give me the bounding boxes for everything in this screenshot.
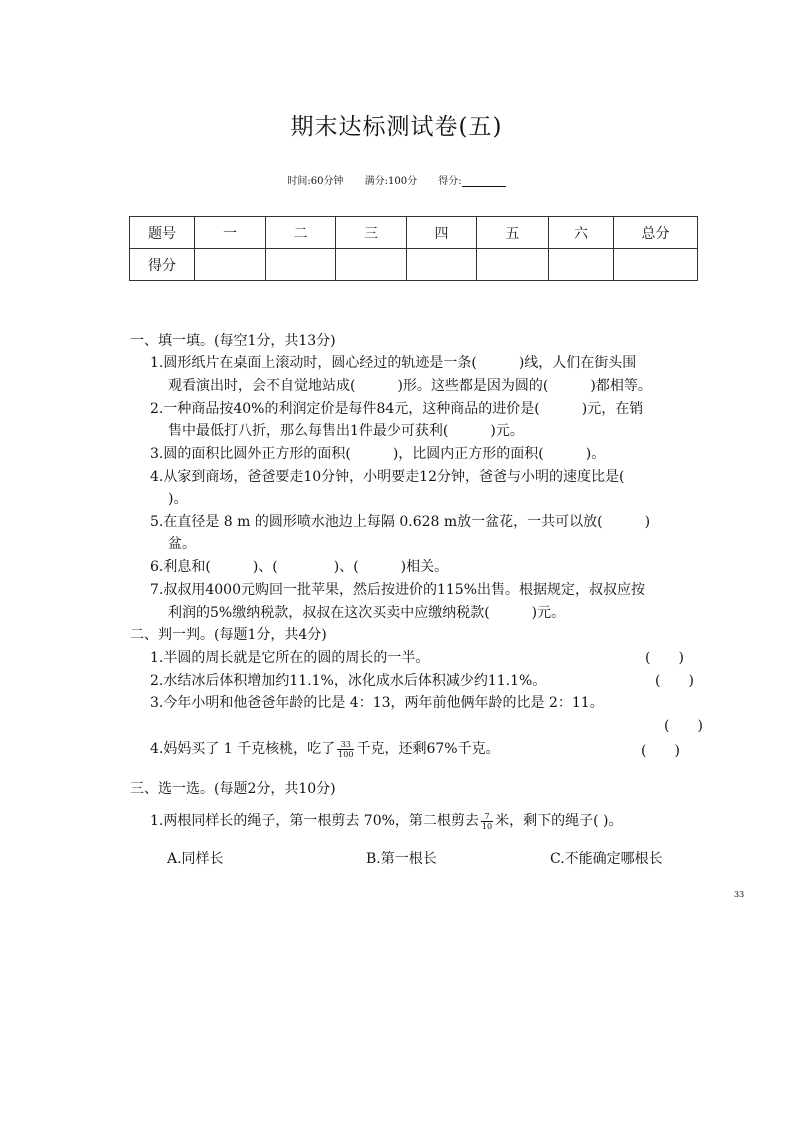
answer-paren[interactable]: ( ) xyxy=(641,743,680,759)
table-cell: 总分 xyxy=(614,217,698,249)
score-blank-cell[interactable] xyxy=(477,249,549,281)
score-table xyxy=(129,216,698,281)
score-blank-cell[interactable] xyxy=(266,249,336,281)
option-b[interactable]: B.第一根长 xyxy=(366,851,437,867)
score-field: 得分: xyxy=(438,176,505,187)
score-blank-cell[interactable] xyxy=(336,249,407,281)
full-score: 满分:100分 xyxy=(364,176,418,187)
page-title: 期末达标测试卷(五) xyxy=(290,114,503,140)
exam-meta xyxy=(0,172,793,187)
table-cell: 四 xyxy=(407,217,477,249)
score-blank-cell[interactable] xyxy=(549,249,614,281)
score-table-score-row xyxy=(130,249,698,281)
table-cell: 一 xyxy=(195,217,266,249)
score-blank-cell[interactable] xyxy=(407,249,477,281)
question-text: 4.从家到商场，爸爸要走10分钟，小明要走12分钟，爸爸与小明的速度比是( xyxy=(150,469,625,485)
score-table-header-row xyxy=(130,217,698,249)
question-text: 盆。 xyxy=(168,536,196,552)
answer-paren[interactable]: ( ) xyxy=(645,650,684,666)
question-text: 3.圆的面积比圆外正方形的面积( )，比圆内正方形的面积( )。 xyxy=(150,446,606,462)
question-text: )。 xyxy=(168,491,188,507)
question-text: 2.一种商品按40%的利润定价是每件84元，这种商品的进价是( )元，在销 xyxy=(150,401,644,417)
option-c[interactable]: C.不能确定哪根长 xyxy=(550,851,663,867)
table-cell: 二 xyxy=(266,217,336,249)
question-text: 观看演出时，会不自觉地站成( )形。这些都是因为圆的( )都相等。 xyxy=(168,378,652,394)
score-blank-cell[interactable] xyxy=(614,249,698,281)
answer-paren[interactable]: ( ) xyxy=(655,673,694,689)
question-text: 1.两根同样长的绳子，第一根剪去 70%，第二根剪去 $\frac{7}{10}$ 米，剩下的绳子( )。 xyxy=(150,811,623,831)
fraction: $\frac{7}{10}$ xyxy=(481,811,493,831)
question-text: 5.在直径是 8 m 的圆形喷水池边上每隔 0.628 m放一盆花，一共可以放( ) xyxy=(150,514,651,530)
fraction: $\frac{33}{100}$ xyxy=(338,739,354,759)
question-text: 7.叔叔用4000元购回一批苹果，然后按进价的115%出售。根据规定，叔叔应按 xyxy=(150,582,646,598)
question-text: 利润的5%缴纳税款，叔叔在这次买卖中应缴纳税款( )元。 xyxy=(168,605,566,621)
section-2-heading: 二、判一判。(每题1分，共4分) xyxy=(130,627,327,643)
time-limit: 时间:60分钟 xyxy=(287,176,344,187)
table-cell: 题号 xyxy=(130,217,195,249)
table-cell: 得分 xyxy=(130,249,195,281)
section-1-heading: 一、填一填。(每空1分，共13分) xyxy=(130,333,336,349)
page-number: 33 xyxy=(734,890,745,899)
question-text: 6.利息和( )、( )、( )相关。 xyxy=(150,559,449,575)
question-text: 4.妈妈买了 1 千克核桃，吃了 $\frac{33}{100}$ 千克，还剩67%千克。 xyxy=(150,739,500,759)
table-cell: 五 xyxy=(477,217,549,249)
option-a[interactable]: A.同样长 xyxy=(167,851,224,867)
question-text: 售中最低打八折，那么每售出1件最少可获利( )元。 xyxy=(168,423,524,439)
answer-paren[interactable]: ( ) xyxy=(664,718,703,734)
table-cell: 六 xyxy=(549,217,614,249)
question-text: 2.水结冰后体积增加约11.1%，冰化成水后体积减少约11.1%。 xyxy=(150,673,547,689)
section-3-heading: 三、选一选。(每题2分，共10分) xyxy=(130,781,336,797)
question-text: 3.今年小明和他爸爸年龄的比是 4：13，两年前他俩年龄的比是 2：11。 xyxy=(150,695,604,711)
score-blank-cell[interactable] xyxy=(195,249,266,281)
table-cell: 三 xyxy=(336,217,407,249)
question-text: 1.半圆的周长就是它所在的圆的周长的一半。 xyxy=(150,650,430,666)
question-text: 1.圆形纸片在桌面上滚动时，圆心经过的轨迹是一条( )线，人们在街头围 xyxy=(150,355,637,371)
